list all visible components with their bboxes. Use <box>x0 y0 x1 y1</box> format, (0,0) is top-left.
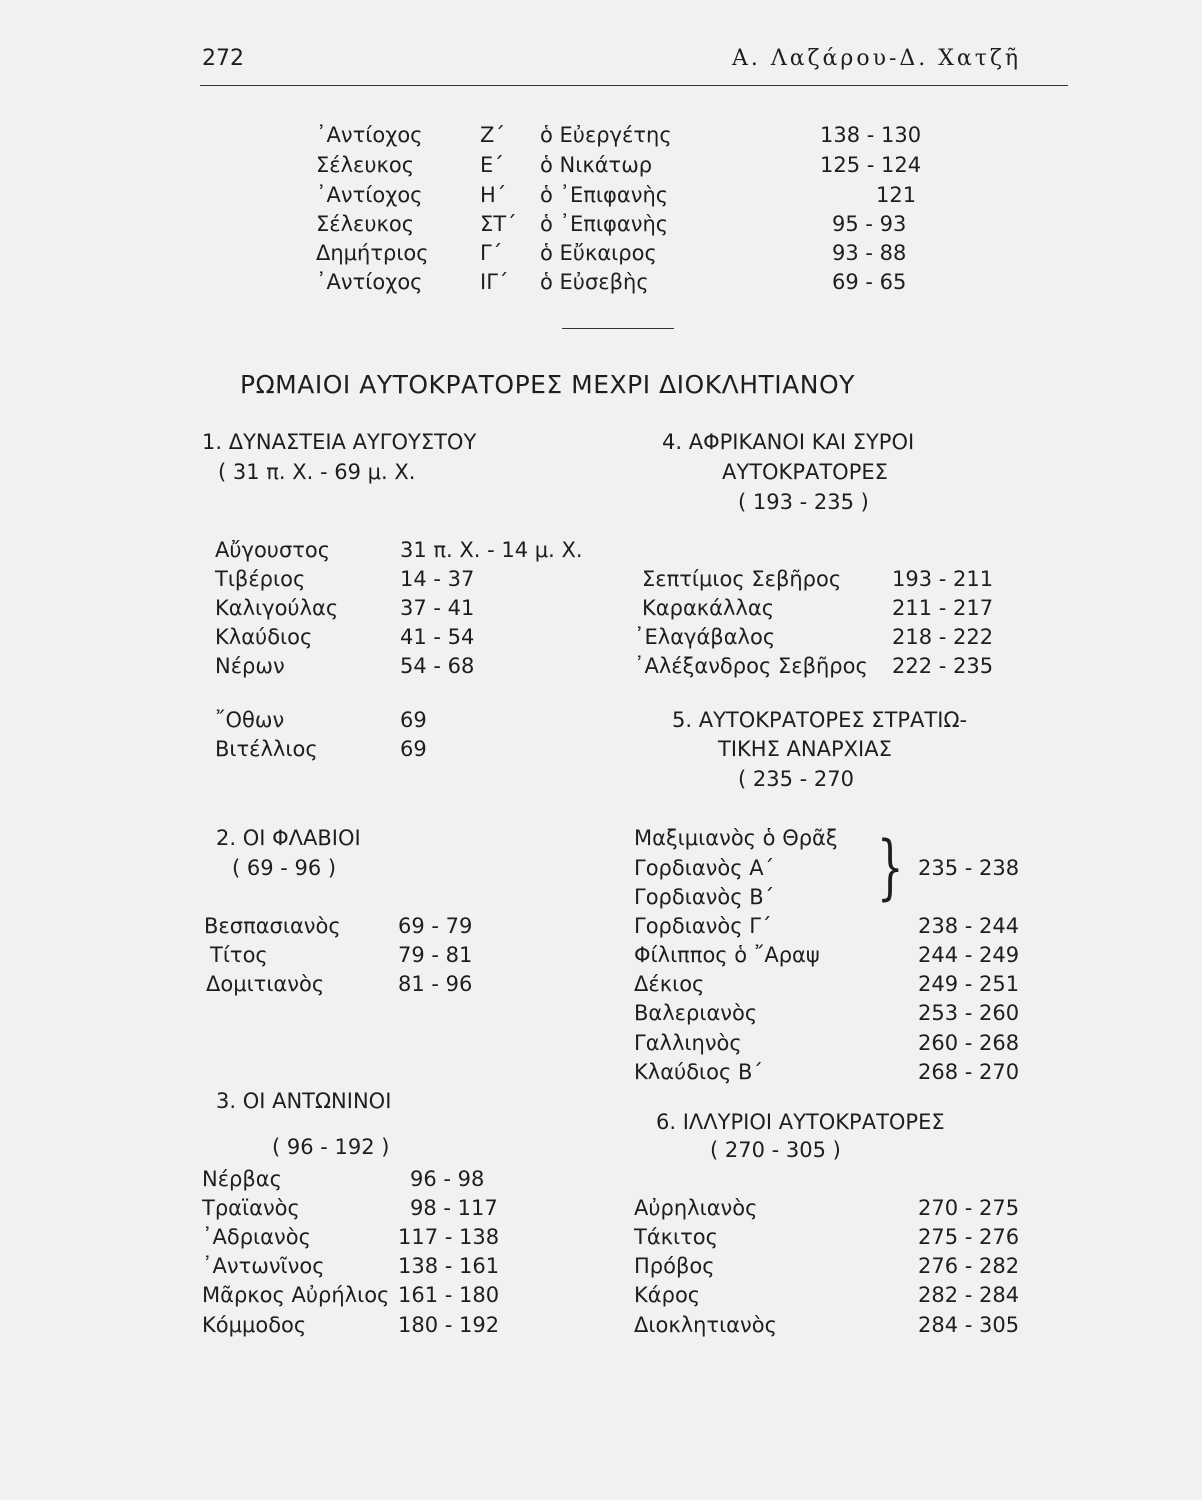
emperor-years: 244 - 249 <box>918 943 1020 967</box>
section-dates: ( 31 π. Χ. - 69 μ. Χ. <box>218 460 416 484</box>
king-years: 95 - 93 <box>832 212 907 236</box>
emperor-name: Βεσπασιανὸς <box>204 914 341 938</box>
section-title: 5. ΑΥΤΟΚΡΑΤΟΡΕΣ ΣΤΡΑΤΙΩ- <box>672 708 968 732</box>
emperor-name: Γορδιανὸς Α΄ <box>634 856 775 880</box>
emperor-years: 193 - 211 <box>892 567 994 591</box>
emperor-years: 79 - 81 <box>398 943 473 967</box>
king-epithet: ὁ ᾿Επιφανὴς <box>540 183 669 207</box>
emperor-years: 81 - 96 <box>398 972 473 996</box>
king-years: 125 - 124 <box>820 153 922 177</box>
emperor-years: 161 - 180 <box>398 1283 500 1307</box>
emperor-years: 218 - 222 <box>892 625 994 649</box>
emperor-years: 284 - 305 <box>918 1313 1020 1337</box>
emperor-name: Σεπτίμιος Σεβῆρος <box>642 567 842 591</box>
king-ordinal: Γ΄ <box>480 241 503 265</box>
king-ordinal: ΣΤ΄ <box>480 212 517 236</box>
king-ordinal: Ζ΄ <box>480 123 505 147</box>
emperor-name: ᾿Ελαγάβαλος <box>634 625 776 649</box>
emperor-years: 275 - 276 <box>918 1225 1020 1249</box>
king-epithet: ὁ Εὔκαιρος <box>540 241 657 265</box>
emperor-years: 98 - 117 <box>410 1196 498 1220</box>
emperor-years: 253 - 260 <box>918 1001 1020 1025</box>
king-name: ᾿Αντίοχος <box>316 123 423 147</box>
emperor-name: Δέκιος <box>634 972 705 996</box>
emperor-name: Μᾶρκος Αὐρήλιος <box>202 1283 390 1307</box>
emperor-years: 249 - 251 <box>918 972 1020 996</box>
king-ordinal: Ε΄ <box>480 153 504 177</box>
section-title: 6. ΙΛΛΥΡΙΟΙ ΑΥΤΟΚΡΑΤΟΡΕΣ <box>656 1110 945 1134</box>
emperor-years: 41 - 54 <box>400 625 475 649</box>
emperor-years: 222 - 235 <box>892 654 994 678</box>
emperor-name: Πρόβος <box>634 1254 715 1278</box>
king-name: ᾿Αντίοχος <box>316 183 423 207</box>
emperor-name: ῎Οθων <box>215 708 285 732</box>
emperor-years: 282 - 284 <box>918 1283 1020 1307</box>
emperor-name: Τάκιτος <box>634 1225 718 1249</box>
emperor-years: 96 - 98 <box>410 1167 485 1191</box>
emperor-years: 270 - 275 <box>918 1196 1020 1220</box>
emperor-years: 180 - 192 <box>398 1313 500 1337</box>
section-title-line2: ΤΙΚΗΣ ΑΝΑΡΧΙΑΣ <box>718 737 892 761</box>
emperor-years: 69 - 79 <box>398 914 473 938</box>
king-years: 93 - 88 <box>832 241 907 265</box>
section-divider <box>562 328 674 329</box>
section-dates: ( 270 - 305 ) <box>710 1138 841 1162</box>
emperor-name: Φίλιππος ὁ ῎Αραψ <box>634 943 820 967</box>
section-title: 2. ΟΙ ΦΛΑΒΙΟΙ <box>216 826 361 850</box>
emperor-name: Κλαύδιος Β΄ <box>634 1060 763 1084</box>
emperor-name: Κλαύδιος <box>215 625 313 649</box>
section-title: 3. ΟΙ ΑΝΤΩΝΙΝΟΙ <box>216 1089 392 1113</box>
group-years: 235 - 238 <box>918 856 1020 880</box>
emperor-name: Μαξιμιανὸς ὁ Θρᾶξ <box>634 826 838 850</box>
king-years: 69 - 65 <box>832 270 907 294</box>
page-number: 272 <box>202 46 244 71</box>
emperor-name: Νέρων <box>215 654 285 678</box>
emperor-name: Γορδιανὸς Γ΄ <box>634 914 772 938</box>
emperor-name: Βιτέλλιος <box>215 737 318 761</box>
king-name: Σέλευκος <box>316 153 415 177</box>
emperor-name: Γαλλιηνὸς <box>634 1031 742 1055</box>
emperor-years: 69 <box>400 708 427 732</box>
emperor-name: Διοκλητιανὸς <box>634 1313 777 1337</box>
emperor-years: 268 - 270 <box>918 1060 1020 1084</box>
king-ordinal: Η΄ <box>480 183 507 207</box>
section-title-line2: ΑΥΤΟΚΡΑΤΟΡΕΣ <box>722 460 888 484</box>
emperor-name: Αὔγουστος <box>215 538 331 562</box>
emperor-name: Τραϊανὸς <box>202 1196 300 1220</box>
king-epithet: ὁ Νικάτωρ <box>540 153 653 177</box>
king-epithet: ὁ Εὐεργέτης <box>540 123 672 147</box>
king-ordinal: ΙΓ΄ <box>480 270 509 294</box>
section-dates: ( 69 - 96 ) <box>232 856 337 880</box>
emperor-years: 211 - 217 <box>892 596 994 620</box>
emperor-name: Αὐρηλιανὸς <box>634 1196 758 1220</box>
section-dates: ( 235 - 270 <box>738 767 854 791</box>
emperor-name: Τιβέριος <box>215 567 306 591</box>
emperor-name: ᾿Αλέξανδρος Σεβῆρος <box>634 654 868 678</box>
emperor-name: Νέρβας <box>202 1167 282 1191</box>
emperor-name: Τίτος <box>210 943 268 967</box>
emperor-years: 238 - 244 <box>918 914 1020 938</box>
emperor-name: Δομιτιανὸς <box>206 972 325 996</box>
emperor-name: Βαλεριανὸς <box>634 1001 758 1025</box>
section-dates: ( 96 - 192 ) <box>272 1135 390 1159</box>
king-epithet: ὁ Εὐσεβὴς <box>540 270 649 294</box>
emperor-name: Κάρος <box>634 1283 701 1307</box>
emperor-years: 117 - 138 <box>398 1225 500 1249</box>
king-name: ᾿Αντίοχος <box>316 270 423 294</box>
emperor-name: ᾿Αδριανὸς <box>202 1225 311 1249</box>
king-name: Σέλευκος <box>316 212 415 236</box>
section-title: 4. ΑΦΡΙΚΑΝΟΙ ΚΑΙ ΣΥΡΟΙ <box>662 430 915 454</box>
emperor-name: Καλιγούλας <box>215 596 339 620</box>
emperor-years: 276 - 282 <box>918 1254 1020 1278</box>
king-name: Δημήτριος <box>316 241 429 265</box>
king-epithet: ὁ ᾿Επιφανὴς <box>540 212 669 236</box>
section-title: 1. ΔΥΝΑΣΤΕΙΑ ΑΥΓΟΥΣΤΟΥ <box>202 430 477 454</box>
header-rule <box>200 85 1068 86</box>
king-years: 138 - 130 <box>820 123 922 147</box>
emperor-years: 138 - 161 <box>398 1254 500 1278</box>
emperor-name: Κόμμοδος <box>202 1313 307 1337</box>
emperor-years: 69 <box>400 737 427 761</box>
emperor-years: 14 - 37 <box>400 567 475 591</box>
emperor-years: 31 π. Χ. - 14 μ. Χ. <box>400 538 583 562</box>
grouping-brace: } <box>876 826 904 908</box>
emperor-years: 260 - 268 <box>918 1031 1020 1055</box>
emperor-years: 37 - 41 <box>400 596 475 620</box>
emperor-name: Καρακάλλας <box>642 596 775 620</box>
section-dates: ( 193 - 235 ) <box>738 490 869 514</box>
emperor-years: 54 - 68 <box>400 654 475 678</box>
king-years: 121 <box>876 183 917 207</box>
running-head: Α. Λαζάρου-Δ. Χατζῆ <box>732 46 1022 71</box>
emperor-name: ᾿Αντωνῖνος <box>202 1254 325 1278</box>
emperor-name: Γορδιανὸς Β΄ <box>634 885 775 909</box>
main-title: ΡΩΜΑΙΟΙ ΑΥΤΟΚΡΑΤΟΡΕΣ ΜΕΧΡΙ ΔΙΟΚΛΗΤΙΑΝΟΥ <box>240 370 855 399</box>
